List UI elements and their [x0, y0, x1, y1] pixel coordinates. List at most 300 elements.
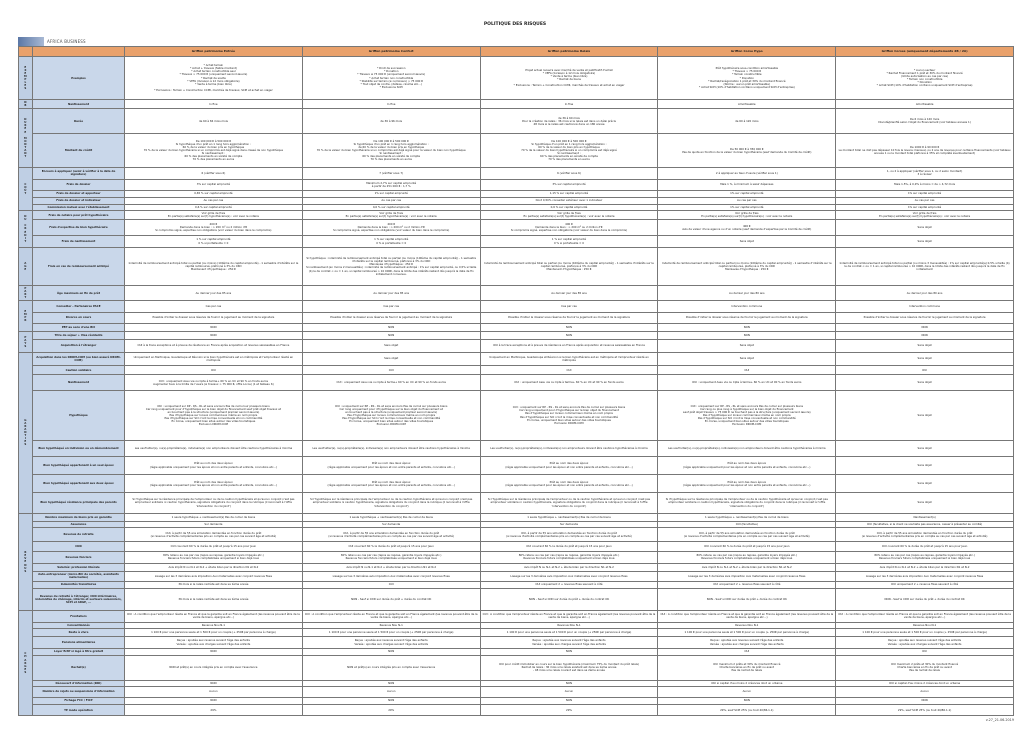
- table-cell: NON: [125, 680, 303, 687]
- table-cell: Sans objet: [836, 340, 1014, 352]
- table-cell: OUI, à partir de 55 ans simulation demandée en fonction durée du prêt (si revenus d'activité complémentaires pris en compte au cas par cas suivant âge et activité): [480, 528, 658, 542]
- table-cell: OUI: [658, 648, 836, 655]
- version-label: v.27_21.06.2019: [985, 718, 1014, 722]
- table-cell: Si l'hypothèque sur la résidence principale de l'emprunteur ou de la caution hypothécaire et qu'aucun conjoint n'est pas emprunteur solidaire ni caution hypothécaire, signature obligatoire du conjoint dans la rubrique (il reconnaît à l'offre 'intervention du conjoint'): [125, 493, 303, 513]
- table-cell: 1 seule hypothèque + nantissement(s) Pas de cumul de biens: [658, 513, 836, 521]
- criterion-label: Frais de notaire pour prêt hypothécaire: [33, 211, 125, 220]
- category-label: N B: [19, 100, 33, 109]
- table-cell: 29%: [125, 705, 303, 716]
- table-cell: Prêt au nom des deux époux (régie applicable uniquement pour les époux et non entre parents et enfants, concubins etc...): [480, 456, 658, 474]
- table-cell: NON: [658, 697, 836, 705]
- table-cell: Voir grille de frais En partie(s) satisfaire(s) sur(t) hypothécaire(s) : voir avec le notaire: [302, 211, 480, 220]
- criterion-label: Titre de séjour + Visa résidents: [33, 332, 125, 340]
- table-cell: Voir grille de frais En partie(s) satisfaire(s) sur(t) hypothécaire(s) : voir avec le notaire: [658, 211, 836, 220]
- table-cell: Si l'hypothèque sur la résidence principale de l'emprunteur ou de la caution hypothécaire et qu'aucun conjoint n'est pas emprunteur solidaire ni caution hypothécaire, signature obligatoire du conjoint dans la rubrique (il reconnaît à l'offre 'intervention du conjoint'): [480, 493, 658, 513]
- table-cell: De 100 000 € à 500 000 € Si hypothèque d'un prêt en 1 rang hors agglomération : de 60 % de la valeur du bien pris en hypothèque 70 % de la valeur du bien hypothécaire si un compromis est déjà signé pour la valeur du bien non hypothèque Si nantissement : 60 % des placements en sûreté de compte 70 % des placements en euros: [302, 134, 480, 168]
- table-cell: de 60 à 120 mois: [658, 109, 836, 134]
- table-cell: de 36 à 60 mois Pour la création de relais : 36 mois si le relais est dans un délai précis 48 mois si le relais est cautionné dans un 180 année: [480, 109, 658, 134]
- table-cell: Aucun: [302, 687, 480, 697]
- table-row: [19, 197, 1014, 204]
- table-row: [19, 655, 1014, 680]
- table-cell: Indemnité de remboursement anticipé total ou partiel (ou moins (100ème du capital emprunté)) - 1 semestre d'intérêts sur le capital remboursé, plafonné à 3% du CRD Mainlevée d'hypothèque : 250 €: [658, 247, 836, 286]
- table-cell: Sur demande: [125, 521, 303, 528]
- table-cell: 6 (vérifier sous 6): [125, 168, 303, 179]
- table-cell: OUI : uniquement sur RP - RS - RL et sans encours Pas de cumul sur plusieurs biens Car rang uniquement pour d'hypothèque sur le bien objet du financement et en bouchant pas à la structure (uniquement premier second œuvre) Pas d'hypothèque sur locaux commerciaux même en nom propre Pas d'hypothèque sur SCI n'ont la mise conventuelle et non commandité En Corse, uniquement bien situé autour des villes touristiques Exclusion DROM-COM: [302, 391, 480, 441]
- category-label: D U C R É D I T: [19, 211, 33, 247]
- table-cell: Sans objet: [836, 493, 1014, 513]
- table-cell: Si l'hypothèque sur la résidence principale de l'emprunteur ou de la caution hypothécaire et qu'aucun conjoint n'est pas emprunteur solidaire ni caution hypothécaire, signature obligatoire du conjoint dans la rubrique (il reconnaît à l'offre 'intervention du conjoint'): [658, 493, 836, 513]
- table-cell: OUI (facultative, si le client ne souhaite pas assurance, cesser à présenter au comité): [836, 521, 1014, 528]
- criterion-label: Bien hypothéqué en indivision ou en démembrement: [33, 441, 125, 457]
- table-cell: Au cas par cas: [658, 197, 836, 204]
- table-cell: 1 seule hypothèque + nantissement(s) Pas de cumul de biens: [480, 513, 658, 521]
- table-cell: NON: [480, 697, 658, 705]
- table-cell: * Achat terrain * Achat + travaux (faible montant) * Achat terrain constructible seul * Travaux > 75 000 € (uniquement second œuvre) * Rachat de soulte * VEFA (livraison à 12 mois obligatoire) * Vente à terme (bien libre) * Exclusions : Terrain + Construction CCMI, marchés de travaux, SCPI et achat en viager: [125, 57, 303, 100]
- criterion-label: Âge maximum en fin de prêt: [33, 286, 125, 301]
- table-cell: OUI : uniquement Assu vie ou Cpte à terme+ 60 % en UC et 90 % en fonds euros: [658, 375, 836, 391]
- table-cell: OUI : uniquement Assu vie ou Cpte à terme+ 60 % en UC et 90 % en fonds euros Augmenter taux à la limite de l'usure (si travaux > 75 000 €, offre Locos) (1 et tableau 6): [125, 375, 303, 391]
- risk-policy-table: [18, 46, 1014, 716]
- table-cell: Lissage sur les 3 dernières avis imposition Aux maternelles avec conjoint revenus fixes: [125, 571, 303, 581]
- table-cell: Cas par cas: [302, 301, 480, 312]
- table-cell: Au cas par cas: [836, 197, 1014, 204]
- criterion-label: Nombre de rejets ou suspensions d'information: [33, 687, 125, 697]
- table-cell: OUI: [125, 366, 303, 375]
- table-cell: 29%: [302, 705, 480, 716]
- table-cell: Au dernier jour des 85 ans: [480, 286, 658, 301]
- table-cell: OUI couvrant 60 % la durée du prêt et jusqu'à 15 ans pour Jeun: [302, 542, 480, 552]
- table-cell: 1% sur capital emprunté: [836, 204, 1014, 211]
- category-label: R E V E N U S: [19, 513, 33, 611]
- header-corner: [19, 47, 33, 57]
- table-cell: Cas par cas: [125, 301, 303, 312]
- table-cell: NON: [302, 332, 480, 340]
- table-cell: Prêt au nom des deux époux (régie applicable uniquement pour les époux et non entre parents et enfants, concubins etc...): [125, 475, 303, 493]
- column-header: Griffon patrimoine Relais: [480, 47, 658, 57]
- category-label: C O Û T: [19, 168, 33, 211]
- table-cell: Amortissable: [658, 100, 836, 109]
- table-cell: 1 100 € pour une personne seule et 1 500 € pour un couple (+ 250€ par personne à charge): [658, 629, 836, 637]
- table-cell: Indemnité de remboursement anticipé total ou partiel (ou moins (100ème du capital emprunté)) - 1 semestre d'intérêts sur le capital remboursé, plafonné à 3% du CRD Maintenant d'hypothèque : 250 €: [480, 247, 658, 286]
- category-label: P A R T: [19, 286, 33, 301]
- table-cell: Projet actuel recevra avec marché de vente et justificatif d'achat * VEFA (livraison à 12 mois obligatoire) * Vente à terme (bien libre) * Rachat de biens * Exclusions : Terrain + Construction CCMI, marchés de travaux et achat en viager: [480, 57, 658, 100]
- table-row: [19, 441, 1014, 457]
- table-cell: OUI maximum 2 prêts et 30% du montant financé Charte bancaires en fin de prêt ou avant Pas de rachat de relais: [836, 655, 1014, 680]
- category-label: G A R A N T I E S: [19, 352, 33, 513]
- table-cell: OUI si capital d'au moins 2 créances dont un urbaine: [658, 680, 836, 687]
- table-cell: OUI : A condition que l'emprunteur réside en France et que la garantie soit en France également (les revenus pouvant être de la vente de biens, épargne etc...): [658, 611, 836, 622]
- table-cell: OUI, à partir de 55 ans simulation demandée en fonction durée du prêt (si revenus d'activité complémentaires pris en compte au cas par cas suivant âge et activité): [125, 528, 303, 542]
- table-row: [19, 521, 1014, 528]
- table-cell: Sans objet: [836, 236, 1014, 247]
- table-cell: Au dernier jour des 80 ans: [836, 286, 1014, 301]
- table-cell: 29%, sauf SCPI 25% (ou tout 40/86.1.1): [836, 705, 1014, 716]
- table-cell: OUI : uniquement sur RP - RS - RL et sans encours Pas de cumul sur plusieurs biens Car rang ou plus rang à hypothèque sur le bien objet du financement sauf prêt objet travaux > 75 000 € ne touchant pas à la structure (uniquement second œuvre) Pas d'hypothèque sur locaux commerciaux même en nom propre Pas d'hypothèque sur SCI n'ont la mise conventuelle et non commandité En Corse, uniquement bien situé autour des villes touristiques Exclusion DROM-COM: [658, 391, 836, 441]
- table-cell: 1% sur capital emprunté: [836, 190, 1014, 197]
- criterion-label: Acquisition à l'étranger: [33, 340, 125, 352]
- table-cell: NON: [836, 332, 1014, 340]
- table-cell: OUI : A condition que l'emprunteur réside en France et que la garantie soit en France également (les revenus pouvant être de la vente de biens, épargne etc...): [302, 611, 480, 622]
- table-row: [19, 622, 1014, 629]
- table-cell: OUI pour crédit immobilier en cours sur le bien hypothécaire (maximum 75% du montant du prêt relais) Rachat de relais : 36 mois si le relais existant est dans sa 1ème année - 48 mois si le relais courant est dans sa 2ème année: [480, 655, 658, 680]
- header-corner: [33, 47, 125, 57]
- table-row: [19, 513, 1014, 521]
- table-cell: NON: [480, 324, 658, 332]
- table-row: [19, 611, 1014, 622]
- table-cell: Sans objet: [836, 391, 1014, 441]
- table-cell: Cas par cas: [480, 301, 658, 312]
- table-row: [19, 100, 1014, 109]
- table-cell: OUI uniquement 2 + revenus fixes sauvant à côté: [480, 581, 658, 588]
- table-cell: * Aucun secteur * Rachat Financement 1 prêt et 30% du montant financé (limite autorisation au cas par cas) * Terrain non constructible * Donation * Achat SCPI (10% d'habitation occitano uniquement SCPI d'entreprise): [836, 57, 1014, 100]
- criterion-label: Durée: [33, 109, 125, 134]
- table-cell: Prêt au nom des deux époux (régie applicable uniquement pour les époux et non entre parents et enfants, concubins etc...): [125, 456, 303, 474]
- table-cell: 1% sur capital emprunté: [658, 204, 836, 211]
- table-row: [19, 211, 1014, 220]
- table-cell: NON: [658, 324, 836, 332]
- table-cell: Sans objet: [302, 340, 480, 352]
- criterion-label: PEP au sens d'une BCI: [33, 324, 125, 332]
- table-cell: Lissage sur les 3 dernières avis imposition Aux maternelles avec conjoint revenus fixes: [836, 571, 1014, 581]
- table-cell: 1 100 € pour une personne seule et 1 500 € pour un couple (+ 250€ par personne à charge): [125, 629, 303, 637]
- criterion-label: Frais de dossier et indicateur: [33, 197, 125, 204]
- logo-text: AFRICA BUSINESS: [47, 38, 86, 44]
- criterion-label: Nantissement: [33, 375, 125, 391]
- table-cell: 1 100 € pour une personne seule et 1 500 € pour un couple (+ 250€ par personne à charge): [302, 629, 480, 637]
- table-cell: Reçue : ajoutée aux revenus suivant l'âge des enfants Versée : ajoutée aux charges suivant l'âge des enfants: [480, 637, 658, 648]
- table-cell: OUI couvrant 60 % la durée du prêt et jusqu'à 15 ans pour Jeun: [480, 542, 658, 552]
- table-row: [19, 168, 1014, 179]
- table-cell: 0,6 % sur capital emprunté: [125, 204, 303, 211]
- criterion-label: Caution solidaire: [33, 366, 125, 375]
- table-cell: Aucun: [836, 687, 1014, 697]
- table-cell: NON: [480, 648, 658, 655]
- table-cell: 80% retenu au cas par cas (repos au repose, garantie loyers impayés etc.) Revenus fonciers futurs comptabilisés uniquement si bien déjà loué: [836, 552, 1014, 563]
- table-cell: NON - Sauf si CDD sur durée du prêt + durée du contrat OK: [302, 588, 480, 611]
- criterion-label: Commission mutuel avec l'établissement: [33, 204, 125, 211]
- table-cell: Les usufruitier(s), nu(s)-propriétaire(s), indivisaire(s) non emprunteurs doivent être cautions hypothécaires à minima: [302, 441, 480, 457]
- criterion-label: Auto-entrepreneur (micro-BIC de sociétés, assistants maternelles): [33, 571, 125, 581]
- table-cell: 80% retenu au cas par cas (repos au repose, garantie loyers impayés etc.) Revenus fonciers futurs comptabilisés uniquement si bien déjà loué: [658, 552, 836, 563]
- table-row: [19, 57, 1014, 100]
- table-cell: Sur demande: [480, 521, 658, 528]
- criterion-label: Rachat(s): [33, 655, 125, 680]
- table-cell: de 36 à 96 mois: [302, 109, 480, 134]
- column-header: Griffon patrimoine Entrée: [125, 47, 303, 57]
- table-cell: OUI couvrant 60 % la durée du prêt et jusqu'à 15 ans pour Jeun: [125, 542, 303, 552]
- table-cell: Aucun: [480, 687, 658, 697]
- table-cell: NON et prêt(s) en cours intégrés pris en compte avec l'assurance: [125, 655, 303, 680]
- page-title: POLITIQUE DES RISQUES: [483, 22, 547, 27]
- criterion-label: Revenus de retraite: [33, 528, 125, 542]
- criterion-label: CDD: [33, 542, 125, 552]
- table-cell: OUI : A condition que l'emprunteur réside en France et que la garantie soit en France également (les revenus pouvant être de la vente de biens, épargne etc...): [836, 611, 1014, 622]
- table-cell: OUI : uniquement sur RP - RS - RL et sans encours Pas de cumul sur plusieurs biens Car rang uniquement pour d'hypothèque sur le bien objet du financement sauf prêt objet travaux et en bouchant pas à la structure (uniquement premier second œuvre) Pas d'hypothèque sur locaux commerciaux même en nom propre Pas d'hypothèque sur SCI n'ont la mise conventuelle et non commandité En Corse, uniquement bien situé autour des villes touristiques Exclusion DROM-COM: [125, 391, 303, 441]
- table-cell: Avis impôt N ou N-1 et N-2 + étude bilan par la direction N1 et N-2: [658, 563, 836, 571]
- table-cell: 29%: [480, 705, 658, 716]
- criterion-label: Revenus fonciers: [33, 552, 125, 563]
- table-cell: OUI maximum 2 prêts et 30% du montant financé Charte bancaires en fin de prêt ou avant Pas de rachat de relais: [658, 655, 836, 680]
- criterion-label: Exemples: [33, 57, 125, 100]
- category-label: E X E M P L E S: [19, 57, 33, 100]
- criterion-label: Montant du crédit: [33, 134, 125, 168]
- table-row: [19, 629, 1014, 637]
- category-label: C H A R G E S: [19, 611, 33, 716]
- table-cell: * Droit de succession * Donation * Travaux ≤ 75 000 € (uniquement second œuvre) * Achat terrain non constructible * Stabilité sur terrain (≥ nominaux) > 75 000 € * Tout objet de contre. (détaxe, cinéma etc...) * Exclusions SCPI: [302, 57, 480, 100]
- table-cell: Indemnité de remboursement anticipé total ou partiel (ou moins 3 mensualités) : 1% sur capital emprunté(e) 0,5% si taille (b) le de contrat < ou = 1 an, si capital remboursé > 10 000€, dans la limite des intérêts restant dûs jusqu'à la date de fin initialement: [836, 247, 1014, 286]
- table-row: [19, 134, 1014, 168]
- table-cell: Lissage sur les 3 dernières avis imposition Aux maternelles avec conjoint revenus fixes: [480, 571, 658, 581]
- criterion-label: Frais de nantissement: [33, 236, 125, 247]
- logo-mark-icon: [18, 37, 44, 46]
- table-cell: In fine: [480, 100, 658, 109]
- criterion-label: Frais de dossier: [33, 179, 125, 190]
- column-header: Griffon Corses (uniquement départements 2B / 2A): [836, 47, 1014, 57]
- table-cell: Amortissable: [836, 100, 1014, 109]
- table-cell: 1 100 € pour une personne seule et 1 500 € pour un couple (+ 250€ par personne à charge): [480, 629, 658, 637]
- table-cell: Sur demande: [302, 521, 480, 528]
- table-cell: 0,65 % sur capital emprunté: [125, 190, 303, 197]
- table-row: [19, 332, 1014, 340]
- table-cell: Voir grille de frais En partie(s) satisfaire(s) sur(t) hypothécaire(s) : voir avec le notaire: [125, 211, 303, 220]
- table-cell: 1% sur capital emprunté: [658, 190, 836, 197]
- table-cell: De 50 000 € à 350 000 € Pas de quota en fonction de la valeur du bien hypothécaire (sauf demande du Comité de crédit): [658, 134, 836, 168]
- table-cell: 1% sur capital emprunté: [302, 190, 480, 197]
- table-cell: Lissage sur les 3 dernières avis imposition Aux maternelles avec conjoint revenus fixes: [658, 571, 836, 581]
- table-cell: NON et prêt(s) en cours intégrés pris en compte avec l'assurance: [302, 655, 480, 680]
- table-cell: De 6 mois à 120 mois Discuté/planifié selon l'objet du financement (voir tableau annexe 1): [836, 109, 1014, 134]
- table-row: [19, 588, 1014, 611]
- table-cell: Sans objet: [836, 475, 1014, 493]
- table-row: [19, 456, 1014, 474]
- table-cell: OUI: [480, 366, 658, 375]
- table-cell: In fine: [302, 100, 480, 109]
- table-cell: OUI: [658, 366, 836, 375]
- table-cell: Reçue : ajoutée aux revenus suivant l'âge des enfants Versée : ajoutée aux charges suivant l'âge des enfants: [302, 637, 480, 648]
- table-cell: Prêt hypothécaire sous-condition amortissable * Travaux > 75 000 € * Terrain constructible * Donation * Rachat/renégociation 1 prêt et 30% du montant financé (Norme : aucun prêt amortissable) * Achat SCPI (10% d'habitation occitano uniquement SCPI d'entreprise): [658, 57, 836, 100]
- table-row: [19, 247, 1014, 286]
- criterion-label: Fichage FCC / FICP: [33, 697, 125, 705]
- criterion-label: Loyer fictif si logé à titre gratuit: [33, 648, 125, 655]
- table-row: [19, 493, 1014, 513]
- table-cell: 1 % sur capital emprunté 0 % si portefeuille = 0: [480, 236, 658, 247]
- table-cell: OUI : A condition que l'emprunteur réside en France et que la garantie soit en France également (les revenus pouvant être de la vente de biens, épargne etc...): [125, 611, 303, 622]
- table-cell: Prêt au nom des deux époux (régie applicable uniquement pour les époux et non entre parents et enfants, concubins etc...): [480, 475, 658, 493]
- table-cell: 400 € Avis de valeur d'une agence ou d'un notaire (sauf demande d'expertise par le Comité de crédit): [658, 220, 836, 236]
- table-cell: NON - Sauf si CDD sur durée du prêt + durée du contrat OK: [480, 588, 658, 611]
- table-cell: OUI : uniquement Assu vie ou Cpte à terme+ 60 % en UC et 90 % en fonds euros: [480, 375, 658, 391]
- table-cell: Sans objet: [302, 352, 480, 366]
- table-cell: Les usufruitier(s), nu(s)-propriétaire(s), indivisaire(s) non emprunteurs doivent être cautions hypothécaires à minima: [125, 441, 303, 457]
- table-cell: OUI : A condition que l'emprunteur réside en France et que la garantie soit en France également (les revenus pouvant être de la vente de biens, épargne etc...): [480, 611, 658, 622]
- table-cell: Au cas par cas: [125, 197, 303, 204]
- table-cell: 80% retenu au cas par cas (repos au repose, garantie loyers impayés etc.) Revenus fonciers futurs comptabilisés uniquement si bien déjà loué: [125, 552, 303, 563]
- table-cell: Prêt au nom des deux époux (régie applicable uniquement pour les époux et non entre parents et enfants, concubins etc...): [302, 475, 480, 493]
- table-cell: Avis impôt N ou N-1 et N-2 + étude bilan par la direction N1 et N-2: [480, 563, 658, 571]
- table-cell: OUI : uniquement sur RP - RS - RL et sans encours Pas de cumul sur plusieurs biens Car rang uniquement pour d'hypothèque sur le bien objet du financement Pas d'hypothèque sur locaux commerciaux même en nom propre Pas d'hypothèque sur SCI n'ont la mise conventuelle et non commandité En Corse, uniquement bien situé autour des villes touristiques Exclusion DROM-COM: [480, 391, 658, 441]
- table-cell: Sans objet: [658, 340, 836, 352]
- table-cell: 1 100 € pour une personne seule et 1 500 € pour un couple (+ 250€ par personne à charge): [836, 629, 1014, 637]
- table-cell: OUI uniquement 2 + revenus fixes sauvant à côté: [836, 581, 1014, 588]
- criterion-label: Assurance: [33, 521, 125, 528]
- criterion-label: Hypothèque: [33, 391, 125, 441]
- table-cell: 400 € Demande dans le bien : > 200 m² ou 2 million d'€ Si compromis signé, expertise non obligatoire (voir valeur du bien dans le compromis): [125, 220, 303, 236]
- category-label: D U R É E M O N T A N T: [19, 109, 33, 168]
- table-row: [19, 581, 1014, 588]
- criterion-label: Bien hypothéqué appartenant à un seul époux: [33, 456, 125, 474]
- table-row: [19, 236, 1014, 247]
- table-cell: 36 mois si le relais rachète est dans sa 1ème année: [125, 588, 303, 611]
- table-cell: Aucun: [125, 687, 303, 697]
- table-cell: NON: [302, 697, 480, 705]
- criterion-label: Découvert d'information (DDI): [33, 680, 125, 687]
- table-cell: NON: [658, 332, 836, 340]
- table-cell: Possible d'initier le dossier sous réserve de fournir le jugement au moment de la signature: [480, 312, 658, 323]
- table-cell: Lissage sur les 3 dernières avis imposition Aux maternelles avec conjoint revenus fixes: [302, 571, 480, 581]
- criterion-label: Conventionnés: [33, 622, 125, 629]
- table-cell: 3% sur capital emprunté: [125, 179, 303, 190]
- table-row: [19, 697, 1014, 705]
- criterion-label: Frais d'expertise du bien hypothécaire: [33, 220, 125, 236]
- category-label: E M P R: [19, 301, 33, 332]
- table-cell: 0,6 % sur capital emprunté: [302, 204, 480, 211]
- table-cell: Si hypothèque : indemnité de remboursement anticipé total ou partiel (ou moins (100ème du capital emprunté)) - 1 semestre d'intérêts sur le capital remboursé, plafonné à 3% du CRD Mainlevée d'hypothèque : 250 € Si nantissement (en moins 2 mensualités) : indemnité de remboursement anticipé : 1% sur capital emprunté, ou 0,5% si taille (b) le de contrat < ou = 1 an, si capital remboursé > 10 000€, dans la limite des intérêts restant dûs jusqu'à la date de fin initialement convenue.: [302, 247, 480, 286]
- table-cell: Possible d'initier le dossier sous réserve de fournir le jugement au moment de la signature: [302, 312, 480, 323]
- table-row: [19, 552, 1014, 563]
- table-cell: Revenus Nou N-1: [480, 622, 658, 629]
- table-row: [19, 286, 1014, 301]
- table-cell: 1,15 % sur capital emprunté: [480, 190, 658, 197]
- category-label: P A Y S: [19, 332, 33, 352]
- table-cell: 3% sur capital emprunté: [480, 179, 658, 190]
- table-row: [19, 475, 1014, 493]
- table-row: [19, 179, 1014, 190]
- table-cell: Voir grille de frais En partie(s) satisfaire(s) sur(t) hypothécaire(s) : voir avec le notaire: [480, 211, 658, 220]
- table-cell: De 100 000 € à 500 000 € Si hypothèque d'un prêt en 1 rang hors agglomération : 60 % de la valeur du bien pris en hypothèque 70 % de la valeur du bien hypothécaire si un compromis est déjà signé dans classé de non hypothèque Si nantissement : 60 % des placements en sûreté de compte 70 % des placements en euros: [125, 134, 303, 168]
- table-row: [19, 204, 1014, 211]
- table-row: [19, 391, 1014, 441]
- table-row: [19, 375, 1014, 391]
- criterion-label: Conseiller - Partenaires PACE: [33, 301, 125, 312]
- table-cell: Nantissement(s): [836, 513, 1014, 521]
- table-cell: 1 % sur capital emprunté 0 % si portefeuille = 0: [125, 236, 303, 247]
- table-cell: 400 € Demande dans le bien : > 200 m² ou 2 million d'€ Si compromis signé, expertise non obligatoire (voir valeur du bien dans le compromis): [302, 220, 480, 236]
- table-cell: Les usufruitier(s), nu(s)-propriétaire(s), indivisaire(s) non emprunteurs doivent être cautions hypothécaires à minima: [658, 441, 836, 457]
- table-row: [19, 571, 1014, 581]
- table-cell: NON: [302, 680, 480, 687]
- table-cell: OUI, à partir de 55 ans simulation demandée en fonction durée du prêt (si revenus d'activité complémentaires pris en compte au cas par cas suivant âge et activité): [836, 528, 1014, 542]
- criterion-label: Encours à appliquer (avoir à vérifier à la date de signature): [33, 168, 125, 179]
- table-cell: NON: [836, 324, 1014, 332]
- table-cell: 7 (vérifier sous 7): [302, 168, 480, 179]
- table-cell: OUI, à partir de 55 ans simulation demandée en fonction durée du prêt (si revenus d'activité complémentaires pris en compte au cas par cas suivant âge et activité): [658, 528, 836, 542]
- table-cell: Sans objet: [658, 236, 836, 247]
- table-row: [19, 366, 1014, 375]
- table-row: [19, 680, 1014, 687]
- table-cell: Mais 1.5%, à 0,9% à moins = de > 4,72 mois: [836, 179, 1014, 190]
- table-cell: NON - Sauf si CDD sur durée du prêt + durée du contrat OK: [658, 588, 836, 611]
- table-cell: Revenus Nou N-1: [658, 622, 836, 629]
- table-cell: OUI: [302, 366, 480, 375]
- table-cell: Si l'hypothèque sur la résidence principale de l'emprunteur ou de la caution hypothécaire et qu'aucun conjoint n'est pas emprunteur solidaire ni caution hypothécaire, signature obligatoire du conjoint dans la rubrique (il reconnaît à l'offre 'intervention du conjoint'): [302, 493, 480, 513]
- table-cell: Sans objet: [658, 352, 836, 366]
- table-cell: Indemnité de remboursement anticipé total ou partiel (ou moins) (100ème du capital emprunté) - 1 semestre d'intérêts sur le capital remboursé, plafonné à 3% du CRD Maintenant d'hypothèque : 250 €: [125, 247, 303, 286]
- criterion-label: Nombre maximum de biens pris en garantie: [33, 513, 125, 521]
- table-cell: De 100 000 € à 500 000 € Si hypothèque d'un prêt en 1 rang hors agglomération : 60 % de la valeur du bien pris en hypothèque 70 % de la valeur du bien hypothécaire si un compromis est déjà signé Si nantissement : 60 % des placements en sûreté de compte 70 % des placements en euros: [480, 134, 658, 168]
- criterion-label: Pensions alimentaires: [33, 637, 125, 648]
- table-cell: OUI couvrant 60 % la durée du prêt et jusqu'à 15 ans pour Jeun: [658, 542, 836, 552]
- criterion-label: Reste à vivre: [33, 629, 125, 637]
- table-cell: OUI: [836, 648, 1014, 655]
- table-cell: Uniquement en Martinique, Guadeloupe et Réunion si le bien hypothécaire est en métropole et l'emprunteur résidé en métropole: [480, 352, 658, 366]
- table-row: [19, 220, 1014, 236]
- criterion-label: Bien hypothéqué résidence principale des parents: [33, 493, 125, 513]
- table-cell: 1 % sur capital emprunté 0 % si portefeuille = 0: [302, 236, 480, 247]
- table-row: [19, 324, 1014, 332]
- table-row: [19, 312, 1014, 323]
- table-row: [19, 648, 1014, 655]
- table-cell: Les usufruitier(s), nu(s)-propriétaire(s), indivisaire(s) non emprunteurs doivent être cautions hypothécaires à minima: [480, 441, 658, 457]
- table-cell: Prêt au nom des deux époux (régie applicable uniquement pour les époux et non entre parents et enfants, concubins etc...): [302, 456, 480, 474]
- table-cell: Sans objet: [836, 456, 1014, 474]
- table-cell: 1 seule hypothèque + nantissement(s) Pas de cumul de biens: [125, 513, 303, 521]
- table-cell: Sans objet: [836, 220, 1014, 236]
- table-header-row: [19, 47, 1014, 57]
- table-cell: Reçue : ajoutée aux revenus suivant l'âge des enfants Versée : ajoutée aux charges suivant l'âge des enfants: [125, 637, 303, 648]
- table-cell: Revenus Nou N-1: [836, 622, 1014, 629]
- criterion-label: Nantissement: [33, 100, 125, 109]
- table-cell: Au dernier jour des 85 ans: [302, 286, 480, 301]
- table-cell: 36 mois si le relais rachète est dans sa 1ème année: [125, 581, 303, 588]
- table-cell: Possible d'initier le dossier sous réserve de fournir le jugement au moment de la signature: [658, 312, 836, 323]
- table-cell: Reçue : ajoutée aux revenus suivant l'âge des enfants Versée : ajoutée aux charges suivant l'âge des enfants: [658, 637, 836, 648]
- table-cell: Au dernier jour des 85 ans: [125, 286, 303, 301]
- table-cell: In fine: [125, 100, 303, 109]
- table-cell: Possible d'initier le dossier sous réserve de fournir le jugement au moment de la signature: [125, 312, 303, 323]
- table-cell: 2 à appliquer au taux d'usure (vérifier sous 1): [658, 168, 836, 179]
- criterion-label: Bien hypothéqué appartenant aux deux époux: [33, 475, 125, 493]
- table-cell: NON: [125, 648, 303, 655]
- table-cell: OUI: [836, 366, 1014, 375]
- table-cell: Reçue : ajoutée aux revenus suivant l'âge des enfants Versée : ajoutée aux charges suivant l'âge des enfants: [836, 637, 1014, 648]
- table-cell: NON: [125, 324, 303, 332]
- table-cell: NON: [480, 680, 658, 687]
- table-cell: Uniquement en Martinique, Guadeloupe et Réunion si le bien hypothécaire est en métropole et l'emprunteur résidé en métropole: [125, 352, 303, 366]
- table-cell: Mais 1 %, à minimum à saisir dépenses: [658, 179, 836, 190]
- table-row: [19, 687, 1014, 697]
- table-cell: Avis impôt N ou N-1 et N-2 + étude bilan par la direction N1 et N-2: [302, 563, 480, 571]
- table-cell: NON - Sauf si CDD sur durée du prêt + durée du contrat OK: [836, 588, 1014, 611]
- table-cell: Revenus Nou N-1: [125, 622, 303, 629]
- criterion-label: Salariés: profession libérale: [33, 563, 125, 571]
- category-label: A G E: [19, 247, 33, 286]
- table-cell: OUI, à partir de 55 ans simulation demandée en fonction durée du prêt (si revenus d'activité complémentaires pris en compte au cas par cas suivant âge et activité): [302, 528, 480, 542]
- table-cell: de 60 à 84 mois mois: [125, 109, 303, 134]
- table-cell: 1, ou 2 à appliquer (vérifier sous 1, ou 2 selon montant) 3 à réviser: [836, 168, 1014, 179]
- table-cell: NON: [302, 648, 480, 655]
- column-header: Griffon Corse Hypo: [658, 47, 836, 57]
- criterion-label: Acquisition dans les DROM-COM (ou bien assuré DROM-COM): [33, 352, 125, 366]
- table-cell: Intervention commune: [658, 301, 836, 312]
- table-row: [19, 528, 1014, 542]
- table-cell: Prêt au nom des deux époux (régie applicable uniquement pour les époux et non entre parents et enfants, concubins etc...): [658, 475, 836, 493]
- table-cell: Avis impôt N ou N-1 et N-2 + étude bilan par la direction N1 et N-2: [836, 563, 1014, 571]
- criterion-label: TE mode opération: [33, 705, 125, 716]
- table-cell: OUI couvrant 60 % la durée du prêt et jusqu'à 15 ans pour Jeun: [836, 542, 1014, 552]
- table-cell: De 1000 € à 90 000 € Le montant total ne doit pas dépasser 10 fois le revenu mensuel, ou 2 ans de revenus pour certains financements (voir tableau annexe 1 ou le montant total plafonné à 35% et complété éventuellement): [836, 134, 1014, 168]
- table-cell: NON: [480, 332, 658, 340]
- table-cell: NON: [302, 324, 480, 332]
